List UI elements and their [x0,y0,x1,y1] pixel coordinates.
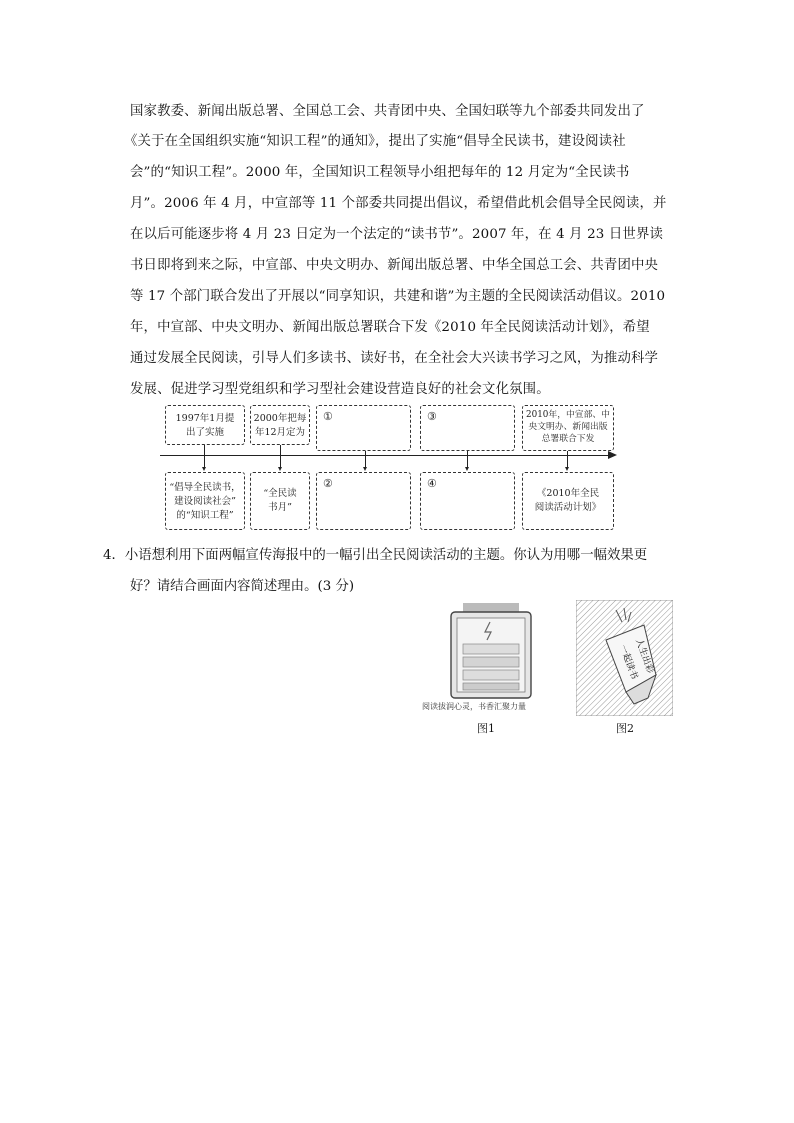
pencil-text-a: 人生出彩 [633,637,655,675]
timeline-box-top-4 [420,405,515,451]
timeline-box-top-3 [316,405,411,451]
box-text: ② [323,477,333,490]
poster-figure-2 [576,600,673,716]
figure-1-caption: 图1 [477,722,495,735]
passage-line: 等 17 个部门联合发出了开展以“同享知识，共建和谐”为主题的全民阅读活动倡议。2010 [130,289,666,304]
box-text: 央文明办、新闻出版 [528,422,608,432]
box-text: ③ [427,410,437,423]
timeline-box-bottom-1 [165,472,245,530]
pencil-text-b: 一起读书 [617,643,639,681]
question-4-line-1: 4．小语想利用下面两幅宣传海报中的一幅引出全民阅读活动的主题。你认为用哪一幅效果更 [103,548,648,563]
passage-line: 会”的“知识工程”。2000 年，全国知识工程领导小组把每年的 12 月定为“全民读书 [130,165,630,180]
box-text: “倡导全民读书， [169,482,241,493]
connector-arrow [202,467,206,471]
box-text: 年12月定为 [254,427,306,438]
box-text: 《2010年全民 [536,488,600,499]
passage-line: 月”。2006 年 4 月，中宣部等 11 个部委共同提出倡议，希望借此机会倡导全民阅读，并 [130,196,667,211]
passage-line: 国家教委、新闻出版总署、全国总工会、共青团中央、全国妇联等九个部委共同发出了 [130,104,645,119]
figure-2-caption: 图2 [616,722,634,735]
passage-line: 书日即将到来之际，中宣部、中央文明办、新闻出版总署、中华全国总工会、共青团中央 [130,258,659,273]
box-text: 阅读活动计划》 [534,502,602,513]
question-4-line-2: 好？请结合画面内容简述理由。(3 分) [130,579,355,594]
timeline-diagram [160,405,620,533]
connector-arrow [465,467,469,471]
connector-arrow [565,467,569,471]
box-text: ① [323,410,333,423]
timeline-box-bottom-3 [316,472,411,530]
timeline-arrowhead [608,451,617,459]
connector-arrow [278,467,282,471]
box-text: 出了实施 [185,427,224,438]
box-text: 总署联合下发 [541,434,595,444]
timeline-connector [204,445,205,469]
passage-line: 《关于在全国组织实施“知识工程”的通知》，提出了实施“倡导全民读书，建设阅读社 [124,134,626,149]
poster-1-slogan: 阅读拔润心灵，书香汇聚力量 [422,702,526,711]
battery-cap [463,603,519,612]
timeline-box-top-2 [250,405,310,445]
box-text: “全民读 [263,488,297,499]
timeline-box-bottom-2 [250,472,310,530]
box-text: 建设阅读社会” [174,496,236,507]
box-text: 的“知识工程” [176,510,234,521]
passage-line: 年，中宣部、中央文明办、新闻出版总署联合下发《2010 年全民阅读活动计划》，希望 [130,320,650,335]
passage-line: 通过发展全民阅读，引导人们多读书、读好书，在全社会大兴读书学习之风，为推动科学 [130,351,659,366]
timeline-axis [160,455,610,456]
timeline-box-bottom-4 [420,472,515,530]
timeline-box-bottom-5 [522,472,614,530]
poster-figure-1 [445,600,555,705]
timeline-connector [280,445,281,469]
passage-line: 发展、促进学习型党组织和学习型社会建设营造良好的社会文化氛围。 [130,382,550,397]
timeline-box-top-5 [522,405,614,451]
box-text: 2010年，中宣部、中 [526,410,610,420]
box-text: ④ [427,477,437,490]
box-text: 书月” [268,502,292,513]
timeline-box-top-1 [165,405,245,445]
passage-line: 在以后可能逐步将 4 月 23 日定为一个法定的“读书节”。2007 年，在 4 月 23 日世界读 [130,227,664,242]
box-text: 1997年1月提 [175,413,235,424]
box-text: 2000年把每 [253,413,307,424]
connector-arrow [363,467,367,471]
